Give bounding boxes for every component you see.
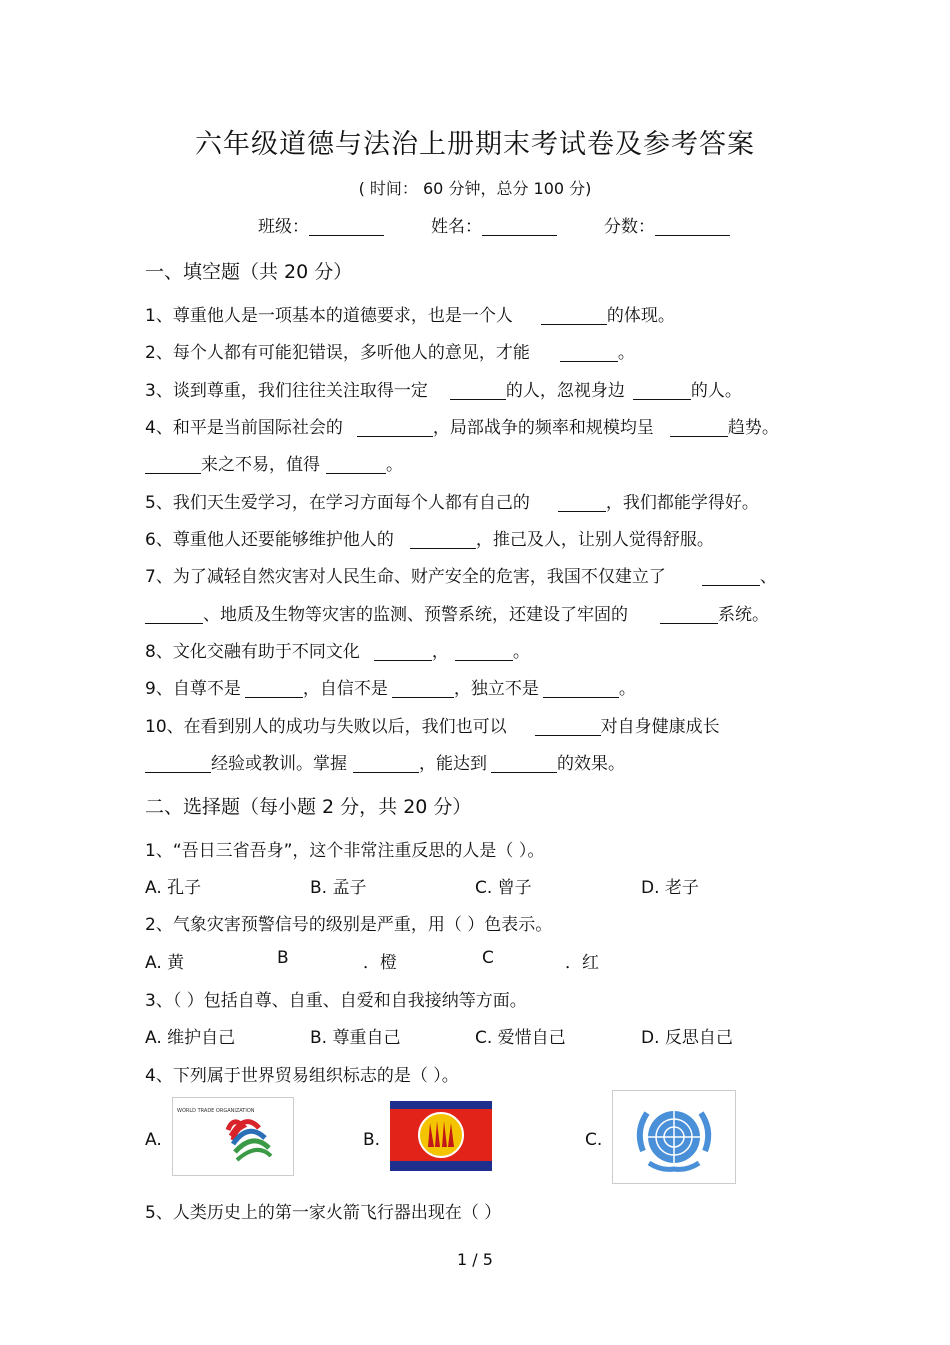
option-a[interactable]: A. 维护自己 <box>145 1028 236 1048</box>
option-c-letter[interactable]: C <box>482 948 494 968</box>
answer-blank[interactable] <box>455 642 513 661</box>
option-c-label[interactable]: C. <box>585 1130 603 1150</box>
choice-question-1: 1、“吾日三省吾身”，这个非常注重反思的人是（ ）。 <box>145 841 545 861</box>
fill-question-8: 8、文化交融有助于不同文化 ， 。 <box>145 642 530 662</box>
answer-blank[interactable] <box>392 679 454 698</box>
answer-blank[interactable] <box>633 381 691 400</box>
answer-blank[interactable] <box>660 605 718 624</box>
name-blank[interactable] <box>482 217 557 236</box>
answer-blank[interactable] <box>145 754 211 773</box>
fill-question-7-cont: 、地质及生物等灾害的监测、预警系统，还建设了牢固的 系统。 <box>145 600 769 625</box>
section-1-heading: 一、填空题（共 20 分） <box>145 261 353 283</box>
option-d[interactable]: D. 老子 <box>641 878 699 898</box>
option-c[interactable]: C. 爱惜自己 <box>475 1028 566 1048</box>
option-a[interactable]: A. 孔子 <box>145 878 202 898</box>
option-c[interactable]: C. 曾子 <box>475 878 532 898</box>
answer-blank[interactable] <box>535 717 601 736</box>
answer-blank[interactable] <box>558 493 606 512</box>
fill-question-9: 9、自尊不是 ，自信不是 ，独立不是 。 <box>145 679 636 699</box>
name-label: 姓名： <box>431 217 482 237</box>
answer-blank[interactable] <box>560 343 618 362</box>
answer-blank[interactable] <box>491 754 557 773</box>
option-b-text[interactable]: ．橙 <box>363 953 397 973</box>
answer-blank[interactable] <box>410 530 476 549</box>
answer-blank[interactable] <box>353 754 419 773</box>
answer-blank[interactable] <box>450 381 506 400</box>
fill-question-7: 7、为了减轻自然灾害对人民生命、财产安全的危害，我国不仅建立了 、 <box>145 567 777 587</box>
class-label: 班级： <box>258 217 309 237</box>
page-number: 1 / 5 <box>457 1250 493 1269</box>
answer-blank[interactable] <box>541 306 607 325</box>
fill-question-4-cont: 来之不易，值得 。 <box>145 450 403 475</box>
un-emblem-icon[interactable] <box>612 1090 736 1184</box>
option-b[interactable]: B. 尊重自己 <box>310 1028 401 1048</box>
option-d[interactable]: D. 反思自己 <box>641 1028 733 1048</box>
answer-blank[interactable] <box>145 605 203 624</box>
wto-logo-icon[interactable] <box>172 1097 294 1176</box>
choice-question-4: 4、下列属于世界贸易组织标志的是（ ）。 <box>145 1066 459 1086</box>
score-blank[interactable] <box>655 217 730 236</box>
choice-question-2: 2、气象灾害预警信号的级别是严重，用（ ）色表示。 <box>145 915 553 935</box>
fill-question-10: 10、在看到别人的成功与失败以后，我们也可以 对自身健康成长 <box>145 717 720 737</box>
answer-blank[interactable] <box>245 679 303 698</box>
answer-blank[interactable] <box>357 418 433 437</box>
fill-question-4: 4、和平是当前国际社会的 ，局部战争的频率和规模均呈 趋势。 <box>145 418 779 438</box>
option-b-letter[interactable]: B <box>277 948 289 968</box>
fill-question-10-cont: 经验或教训。掌握 ，能达到 的效果。 <box>145 749 625 774</box>
choice-question-5: 5、人类历史上的第一家火箭飞行器出现在（ ） <box>145 1203 502 1223</box>
class-blank[interactable] <box>309 217 384 236</box>
class-field <box>258 212 384 237</box>
page-title: 六年级道德与法治上册期末考试卷及参考答案 <box>195 129 755 160</box>
answer-blank[interactable] <box>670 418 728 437</box>
option-a[interactable]: A. 黄 <box>145 953 185 973</box>
section-2-heading: 二、选择题（每小题 2 分，共 20 分） <box>145 796 472 818</box>
option-b[interactable]: B. 孟子 <box>310 878 367 898</box>
fill-question-3: 3、谈到尊重，我们往往关注取得一定 的人，忽视身边 的人。 <box>145 381 742 401</box>
answer-blank[interactable] <box>145 455 201 474</box>
option-b-label[interactable]: B. <box>363 1130 381 1150</box>
score-label: 分数： <box>604 217 655 237</box>
option-c-text[interactable]: ．红 <box>565 953 599 973</box>
option-a-label[interactable]: A. <box>145 1130 162 1150</box>
wto-logo-text: WORLD TRADE ORGANIZATION <box>177 1108 255 1114</box>
name-field <box>431 212 557 237</box>
exam-time-info: ( 时间： 60 分钟，总分 100 分) <box>358 179 592 198</box>
answer-blank[interactable] <box>702 567 760 586</box>
answer-blank[interactable] <box>326 455 386 474</box>
answer-blank[interactable] <box>543 679 619 698</box>
fill-question-5: 5、我们天生爱学习，在学习方面每个人都有自己的 ，我们都能学得好。 <box>145 493 759 513</box>
choice-question-3: 3、（ ）包括自尊、自重、自爱和自我接纳等方面。 <box>145 991 527 1011</box>
fill-question-1: 1、尊重他人是一项基本的道德要求，也是一个人 的体现。 <box>145 306 675 326</box>
score-field <box>604 212 730 237</box>
asean-flag-icon[interactable] <box>390 1101 492 1171</box>
fill-question-6: 6、尊重他人还要能够维护他人的 ，推己及人，让别人觉得舒服。 <box>145 530 714 550</box>
answer-blank[interactable] <box>374 642 432 661</box>
fill-question-2: 2、每个人都有可能犯错误，多听他人的意见，才能 。 <box>145 343 635 363</box>
